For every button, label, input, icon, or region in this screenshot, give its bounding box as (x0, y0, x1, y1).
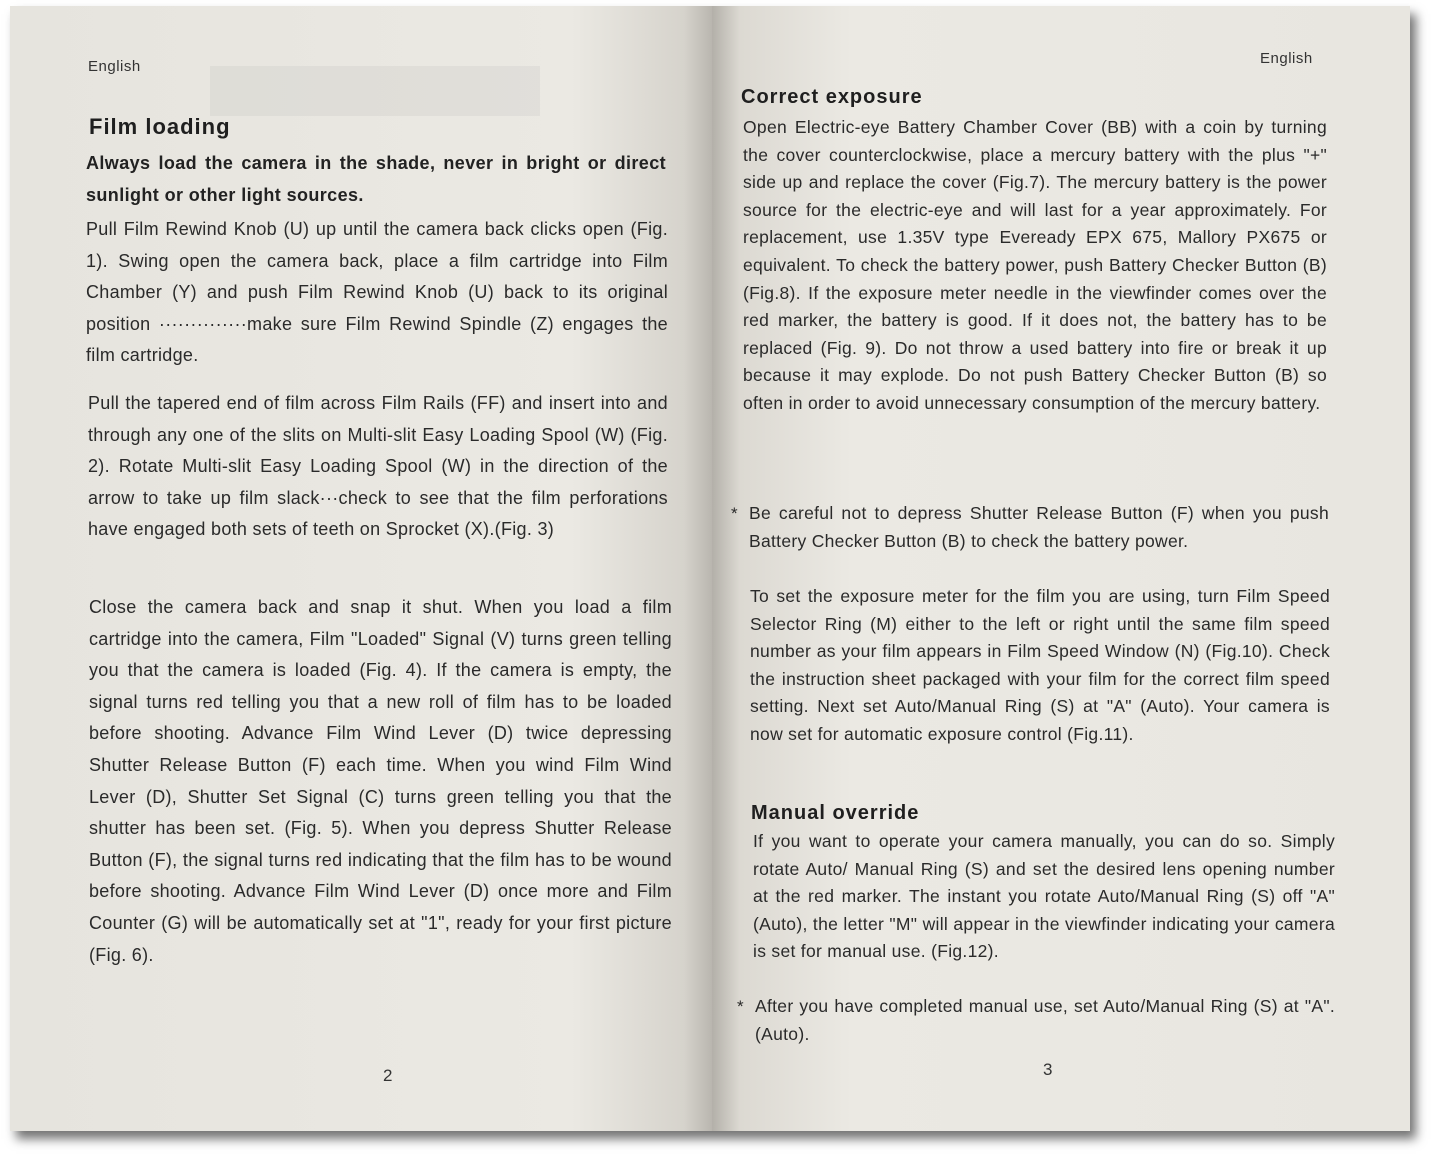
asterisk-marker: * (737, 997, 744, 1016)
page-number: 3 (1043, 1060, 1053, 1079)
asterisk-marker: * (731, 504, 738, 523)
film-speed-paragraph: To set the exposure meter for the film you are using, turn Film Speed Selector Ring (M) either to the left or right until the same film speed number as your film appears in Film Speed Window (N) (Fig.10). Check the instruction sheet packaged with your film for the correct film speed setting. Next set Auto/Manual Ring (S) at "A" (Auto). Your camera is now set for automatic exposure control (Fig.11). (750, 586, 1330, 744)
exposure-paragraph: Open Electric-eye Battery Chamber Cover (BB) with a coin by turning the cover counterclockwise, place a mercury battery with the plus "+" side up and replace the cover (Fig.7). The mercury battery is the power source for the electric-eye and will last for a year approximately. For replacement, use 1.35V type Eveready EPX 675, Mallory PX675 or equivalent. To check the battery power, push Battery Checker Button (B) (Fig.8). If the exposure meter needle in the viewfinder comes over the red marker, the battery is good. If it does not, the battery has to be replaced (Fig. 9). Do not throw a used battery into fire or break it up because it may explode. Do not push Battery Checker Button (B) so often in order to avoid unnecessary consumption of the mercury battery. (743, 117, 1327, 413)
section-heading-film-loading: Film loading (89, 114, 231, 139)
note-manual-use (737, 993, 1335, 1048)
language-label: English (1260, 50, 1313, 67)
language-label: English (88, 58, 141, 75)
left-page (10, 6, 713, 1131)
show-through-shadow (210, 66, 540, 116)
paragraph-1: Pull Film Rewind Knob (U) up until the camera back clicks open (Fig. 1). Swing open the camera back, place a film cartridge into Film Chamber (Y) and push Film Rewind Knob (U) back to its original position ··············make sure Film Rewind Spindle (Z) engages the film cartridge. (86, 219, 668, 366)
manual-override-paragraph: If you want to operate your camera manually, you can do so. Simply rotate Auto/ Manual Ring (S) and set the desired lens opening number at the red marker. The instant you rotate Auto/Manual Ring (S) off "A" (Auto), the letter "M" will appear in the viewfinder indicating your camera is set for manual use. (Fig.12). (753, 831, 1335, 962)
section-heading-manual-override: Manual override (751, 802, 920, 824)
paragraph-2: Pull the tapered end of film across Film Rails (FF) and insert into and through any one of the slits on Multi-slit Easy Loading Spool (W) (Fig. 2). Rotate Multi-slit Easy Loading Spool (W) in the direction of the arrow to take up film slack···check to see that the film perforations have engaged both sets of teeth on Sprocket (X).(Fig. 3) (88, 393, 668, 540)
note-text: After you have completed manual use, set Auto/Manual Ring (S) at "A". (Auto). (755, 996, 1335, 1044)
paragraph-3: Close the camera back and snap it shut. When you load a film cartridge into the camera, Film "Loaded" Signal (V) turns green telling you that the camera is loaded (Fig. 4). If the camera is empty, the signal turns red telling you that a new roll of film has to be loaded before shooting. Advance Film Wind Lever (D) twice depressing Shutter Release Button (F) each time. When you wind Film Wind Lever (D), Shutter Set Signal (C) turns green telling you that the shutter has been set. (Fig. 5). When you depress Shutter Release Button (F), the signal turns red indicating that the film has to be wound before shooting. Advance Film Wind Lever (D) once more and Film Counter (G) will be automatically set at "1", ready for your first picture (Fig. 6). (89, 597, 672, 965)
note-shutter-release (731, 500, 1329, 555)
open-manual-booklet (10, 6, 1410, 1131)
section-heading-correct-exposure: Correct exposure (741, 86, 923, 108)
right-page (712, 6, 1410, 1131)
note-text: Be careful not to depress Shutter Release Button (F) when you push Battery Checker Button (B) to check the battery power. (749, 503, 1329, 551)
warning-text: Always load the camera in the shade, never in bright or direct sunlight or other light sources. (86, 153, 666, 205)
page-number: 2 (383, 1066, 393, 1085)
